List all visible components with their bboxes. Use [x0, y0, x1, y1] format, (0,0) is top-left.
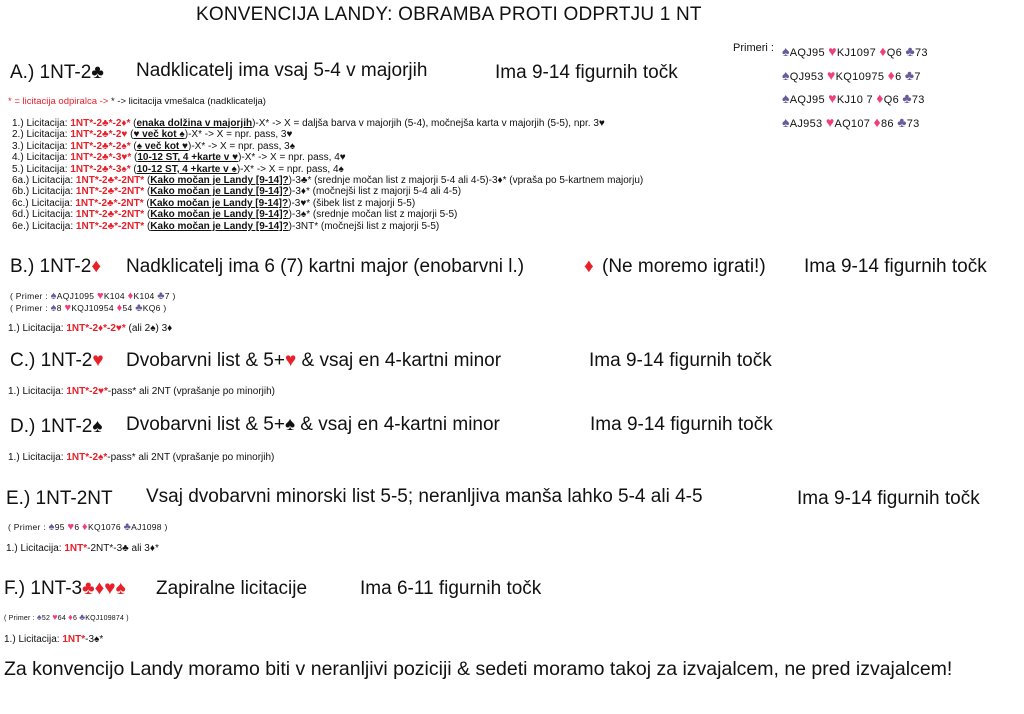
section-a-label: [10, 62, 104, 84]
heart-icon: ♥: [828, 43, 837, 59]
example-hand-1: [782, 41, 928, 65]
club-icon: ♣: [91, 62, 104, 83]
diamond-icon: ♦: [116, 302, 123, 314]
club-icon: ♣: [902, 90, 912, 106]
page-title: KONVENCIJA LANDY: OBRAMBA PROTI ODPRTJU 1 NT: [196, 4, 702, 25]
section-d-desc: Dvobarvni list & 5+♠ & vsaj en 4-kartni minor: [126, 414, 500, 435]
suit-icons: ♣♦♥♠: [82, 578, 126, 599]
example-clubs: 73: [906, 117, 920, 130]
heart-icon: ♥: [825, 113, 835, 130]
bid-line: 6b.) Licitacija: 1NT*-2♣*-2NT* (Kako močan je Landy [9-14]?)-3♦* (močnejši list z majorji 5-4 ali 4-5): [12, 186, 462, 198]
example-hearts: KJ10 7: [836, 94, 873, 106]
spade-icon: ♠: [782, 43, 790, 59]
heart-icon: ♥: [64, 302, 72, 314]
diamond-icon: ♦: [127, 290, 134, 302]
club-icon: ♣: [123, 521, 132, 533]
section-b-desc: Nadklicatelj ima 6 (7) kartni major (enobarvni l.): [126, 256, 525, 277]
section-e-bid-line: 1.) Licitacija: 1NT*-2NT*-3♣ ali 3♦*: [6, 543, 159, 554]
example-diamonds: Q6: [886, 47, 903, 59]
spade-icon: ♠: [36, 612, 42, 622]
spade-icon: ♠: [50, 302, 57, 314]
section-c-desc: Dvobarvni list & 5+♥ & vsaj en 4-kartni minor: [126, 350, 502, 371]
spade-icon: ♠: [782, 90, 790, 106]
diamond-icon: ♦: [584, 256, 594, 277]
footer-note: Za konvencijo Landy moramo biti v neranljivi poziciji & sedeti moramo takoj za izvajalcem, ne pred izvajalcem!: [4, 658, 953, 680]
spade-icon: ♠: [92, 416, 103, 437]
diamond-icon: ♦: [91, 256, 102, 277]
section-e-hcp: Ima 9-14 figurnih točk: [797, 488, 980, 509]
example-hand-2: [782, 65, 928, 89]
example-hand-3: [782, 88, 928, 112]
section-a-bid: A.) 1NT-2: [10, 62, 92, 83]
club-icon: ♣: [79, 612, 86, 622]
section-c-bid: C.) 1NT-2: [10, 350, 93, 371]
bid-line: 6d.) Licitacija: 1NT*-2♣*-2NT* (Kako močan je Landy [9-14]?)-3♠* (srednje močan list z majorji 5-5): [12, 209, 458, 221]
example-hearts: KQ10975: [835, 70, 885, 83]
section-f-desc: Zapiralne licitacije: [156, 578, 308, 599]
section-a-desc: Nadklicatelj ima vsaj 5-4 v majorjih: [136, 60, 428, 81]
club-icon: ♣: [135, 302, 143, 314]
section-f-hcp: Ima 6-11 figurnih točk: [360, 578, 542, 599]
example-spades: AQJ95: [789, 94, 825, 106]
section-c-hcp: Ima 9-14 figurnih točk: [589, 350, 772, 371]
bid-line: 4.) Licitacija: 1NT*-2♣*-3♥* (10-12 ST, 4 +karte v ♥)-X* -> X = npr. pass, 4♥: [12, 152, 346, 164]
example-hand-4: [782, 112, 928, 136]
examples-list: [782, 41, 928, 135]
club-icon: ♣: [157, 290, 165, 302]
example-spades: AQJ95: [789, 47, 825, 59]
heart-icon: ♥: [828, 90, 837, 106]
section-c-bid-line: 1.) Licitacija: 1NT*-2♥*-pass* ali 2NT (vprašanje po minorjih): [8, 386, 275, 397]
bid-line: 2.) Licitacija: 1NT*-2♣*-2♥ (♥ več kot ♠)-X* -> X = npr. pass, 3♥: [12, 129, 293, 141]
spade-icon: ♠: [782, 66, 790, 83]
section-d-bid: D.) 1NT-2: [10, 416, 93, 437]
example-clubs: 7: [914, 70, 921, 83]
section-e-desc: Vsaj dvobarvni minorski list 5-5; neranljiva manša lahko 5-4 ali 4-5: [146, 486, 703, 507]
section-e-label: E.) 1NT-2NT: [6, 488, 113, 509]
section-f-example: ( Primer : ♠52 ♥64 ♦6 ♣KQJ109874 ): [4, 612, 129, 622]
spade-icon: ♠: [284, 414, 296, 435]
example-hearts: KJ1097: [836, 47, 876, 59]
example-hearts: AQ107: [834, 117, 871, 130]
diamond-icon: ♦: [887, 66, 896, 83]
club-icon: ♣: [905, 43, 915, 59]
section-d-label: [10, 416, 102, 438]
example-clubs: 73: [914, 47, 928, 59]
section-b-bid-line: 1.) Licitacija: 1NT*-2♦*-2♥* (ali 2♠) 3♦: [8, 323, 173, 334]
bid-line: 3.) Licitacija: 1NT*-2♣*-2♠* (♠ več kot ♥)-X* -> X = npr. pass, 3♠: [12, 140, 296, 152]
section-a-legend: [8, 96, 266, 107]
section-e-example: ( Primer : ♠95 ♥6 ♦KQ1076 ♣AJ1098 ): [8, 521, 168, 533]
heart-icon: ♥: [67, 521, 75, 533]
diamond-icon: ♦: [876, 90, 884, 106]
section-a-hcp: Ima 9-14 figurnih točk: [495, 62, 678, 83]
section-a-bids: [12, 118, 643, 232]
diamond-icon: ♦: [873, 113, 881, 130]
section-d-bid-line: 1.) Licitacija: 1NT*-2♠*-pass* ali 2NT (vprašanje po minorjih): [8, 452, 275, 463]
section-f-label: [4, 578, 126, 600]
heart-icon: ♥: [52, 612, 58, 622]
section-b-note: (Ne moremo igrati!): [602, 256, 766, 277]
club-icon: ♣: [897, 113, 907, 130]
spade-icon: ♠: [48, 521, 55, 533]
legend-overcaller: * -> licitacija vmešalca (nadklicatelja): [108, 96, 266, 107]
section-b-example-2: ( Primer : ♠8 ♥KQJ10954 ♦54 ♣KQ6 ): [10, 302, 167, 314]
section-c-label: [10, 350, 104, 372]
section-b-label: [10, 256, 101, 278]
example-diamonds: Q6: [883, 94, 900, 106]
spade-icon: ♠: [50, 290, 57, 302]
heart-icon: ♥: [284, 350, 297, 371]
bid-line: 6a.) Licitacija: 1NT*-2♣*-2NT* (Kako močan je Landy [9-14]?)-3♣* (srednje močan list z majorji 5-4 ali 4-5)-3♦* (vpraša po 5-kartnem majorju): [12, 175, 644, 187]
spade-icon: ♠: [782, 113, 790, 130]
example-clubs: 73: [911, 94, 925, 106]
example-diamonds: 6: [895, 70, 902, 83]
heart-icon: ♥: [827, 66, 836, 83]
examples-label: Primeri :: [733, 42, 774, 54]
section-d-hcp: Ima 9-14 figurnih točk: [590, 414, 773, 435]
bid-line: 1.) Licitacija: 1NT*-2♣*-2♦* (enaka dolžina v majorjih)-X* -> X = daljša barva v majorjih (5-4), močnejša karta v majorjih (5-5), npr. 3♥: [12, 118, 605, 129]
legend-opener: * = licitacija odpiralca ->: [8, 96, 109, 107]
bid-line: 6e.) Licitacija: 1NT*-2♣*-2NT* (Kako močan je Landy [9-14]?)-3NT* (močnejši list z majorji 5-5): [12, 220, 440, 232]
section-f-bid: F.) 1NT-3: [4, 578, 83, 599]
section-b-bid: B.) 1NT-2: [10, 256, 92, 277]
club-icon: ♣: [904, 66, 915, 83]
diamond-icon: ♦: [82, 521, 88, 533]
section-b-hcp: Ima 9-14 figurnih točk: [804, 256, 987, 277]
bid-line: 5.) Licitacija: 1NT*-2♣*-3♠* (10-12 ST, 4 +karte v ♠)-X* -> X = npr. pass, 4♠: [12, 163, 344, 175]
diamond-icon: ♦: [68, 612, 73, 622]
heart-icon: ♥: [96, 290, 104, 302]
heart-icon: ♥: [92, 350, 104, 371]
example-spades: AJ953: [789, 117, 823, 130]
example-spades: QJ953: [789, 70, 824, 83]
section-b-example-1: ( Primer : ♠AQJ1095 ♥K104 ♦K104 ♣7 ): [10, 290, 176, 302]
section-f-bid-line: 1.) Licitacija: 1NT*-3♠*: [4, 634, 104, 645]
bid-line: 6c.) Licitacija: 1NT*-2♣*-2NT* (Kako močan je Landy [9-14]?)-3♥* (šibek list z majorji 5-5): [12, 197, 416, 209]
example-diamonds: 86: [881, 117, 894, 130]
diamond-icon: ♦: [879, 43, 887, 59]
